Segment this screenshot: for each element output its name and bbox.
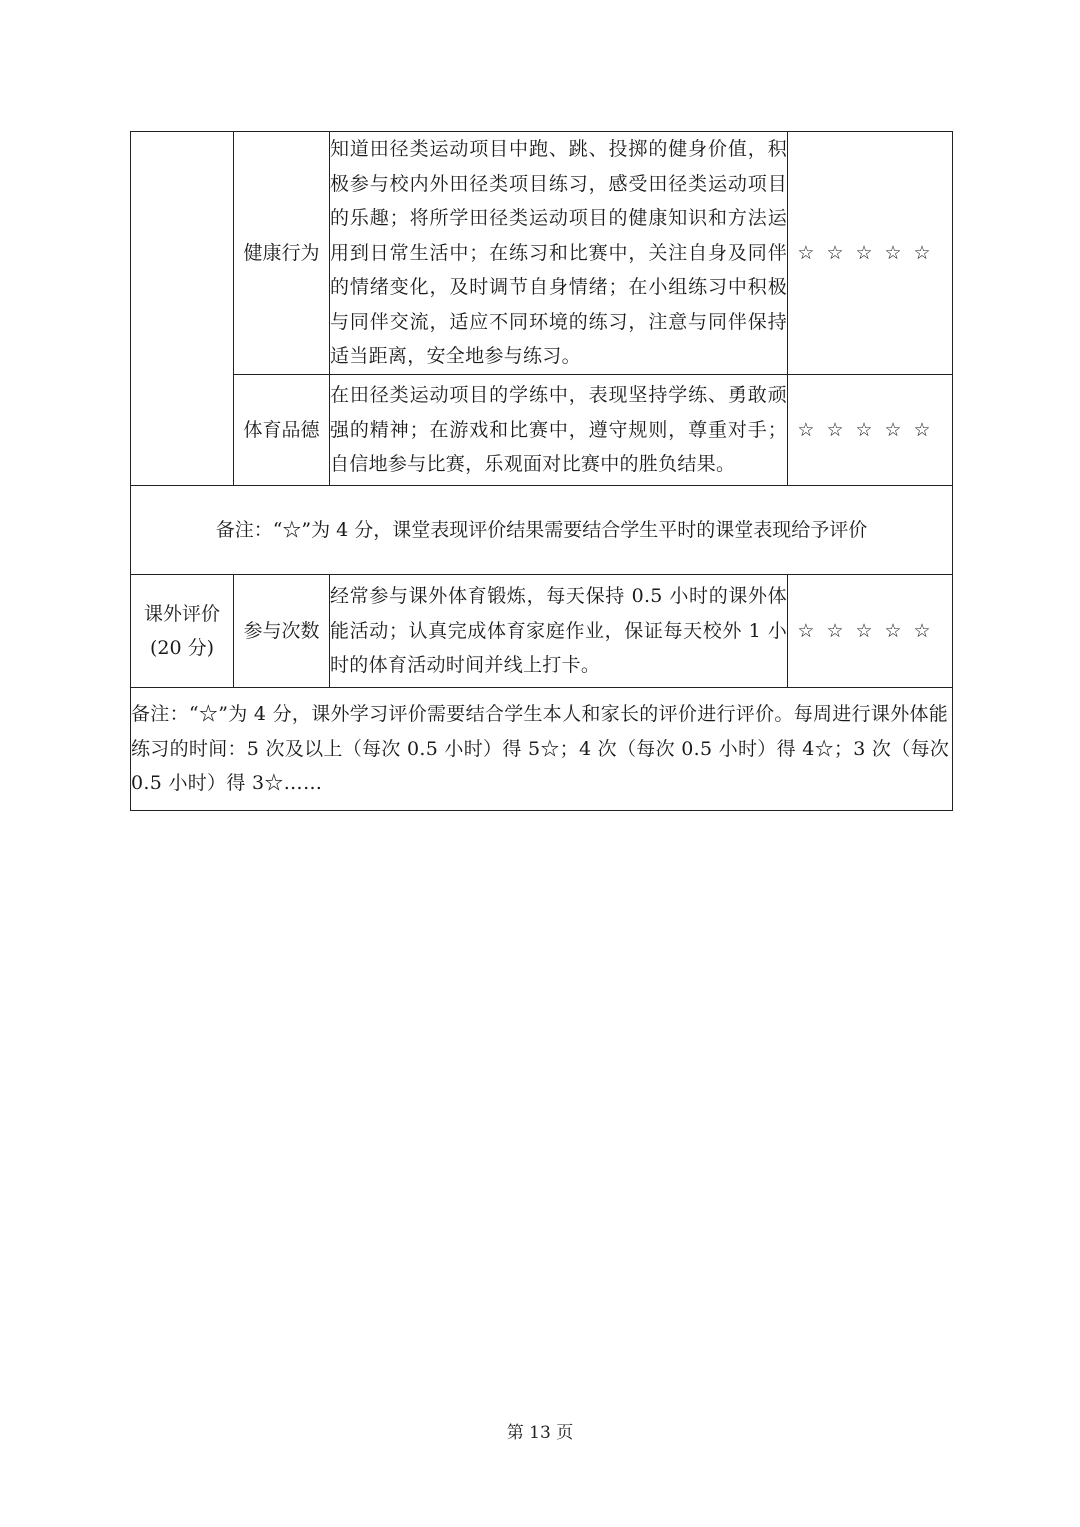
category-cell-empty — [131, 132, 234, 486]
page-number: 第 13 页 — [506, 1423, 574, 1443]
evaluation-table — [130, 131, 953, 811]
star-rating-sports-morality: ☆☆☆☆☆ — [788, 375, 953, 486]
category-cell-extracurricular — [131, 575, 234, 688]
table-row-extracurricular — [131, 575, 953, 688]
item-description-health-behavior: 知道田径类运动项目中跑、跳、投掷的健身价值，积极参与校内外田径类项目练习，感受田径类运动项目的乐趣；将所学田径类运动项目的健康知识和方法运用到日常生活中；在练习和比赛中，关注自身及同伴的情绪变化，及时调节自身情绪；在小组练习中积极与同伴交流，适应不同环境的练习，注意与同伴保持适当距离，安全地参与练习。 — [330, 132, 788, 375]
item-description-participation: 经常参与课外体育锻炼，每天保持 0.5 小时的课外体能活动；认真完成体育家庭作业，保证每天校外 1 小时的体育活动时间并线上打卡。 — [330, 575, 788, 688]
star-rating-health-behavior: ☆☆☆☆☆ — [788, 132, 953, 375]
item-label-sports-morality: 体育品德 — [234, 375, 330, 486]
item-label-participation: 参与次数 — [234, 575, 330, 688]
table-row-health-behavior — [131, 132, 953, 375]
note-extracurricular: 备注：“☆”为 4 分，课外学习评价需要结合学生本人和家长的评价进行评价。每周进行课外体能练习的时间：5 次及以上（每次 0.5 小时）得 5☆；4 次（每次 0.5 小时）得 4☆；3 次（每次 0.5 小时）得 3☆…… — [131, 688, 953, 811]
table-row-note-classroom — [131, 486, 953, 575]
table-row-note-extracurricular — [131, 688, 953, 811]
note-classroom: 备注：“☆”为 4 分，课堂表现评价结果需要结合学生平时的课堂表现给予评价 — [131, 486, 953, 575]
category-label-extracurricular: 课外评价 — [143, 602, 220, 625]
table-row-sports-morality — [131, 375, 953, 486]
category-score-extracurricular: (20 分) — [149, 637, 215, 659]
item-label-health-behavior: 健康行为 — [234, 132, 330, 375]
star-rating-participation: ☆☆☆☆☆ — [788, 575, 953, 688]
item-description-sports-morality: 在田径类运动项目的学练中，表现坚持学练、勇敢顽强的精神；在游戏和比赛中，遵守规则，尊重对手；自信地参与比赛，乐观面对比赛中的胜负结果。 — [330, 375, 788, 486]
